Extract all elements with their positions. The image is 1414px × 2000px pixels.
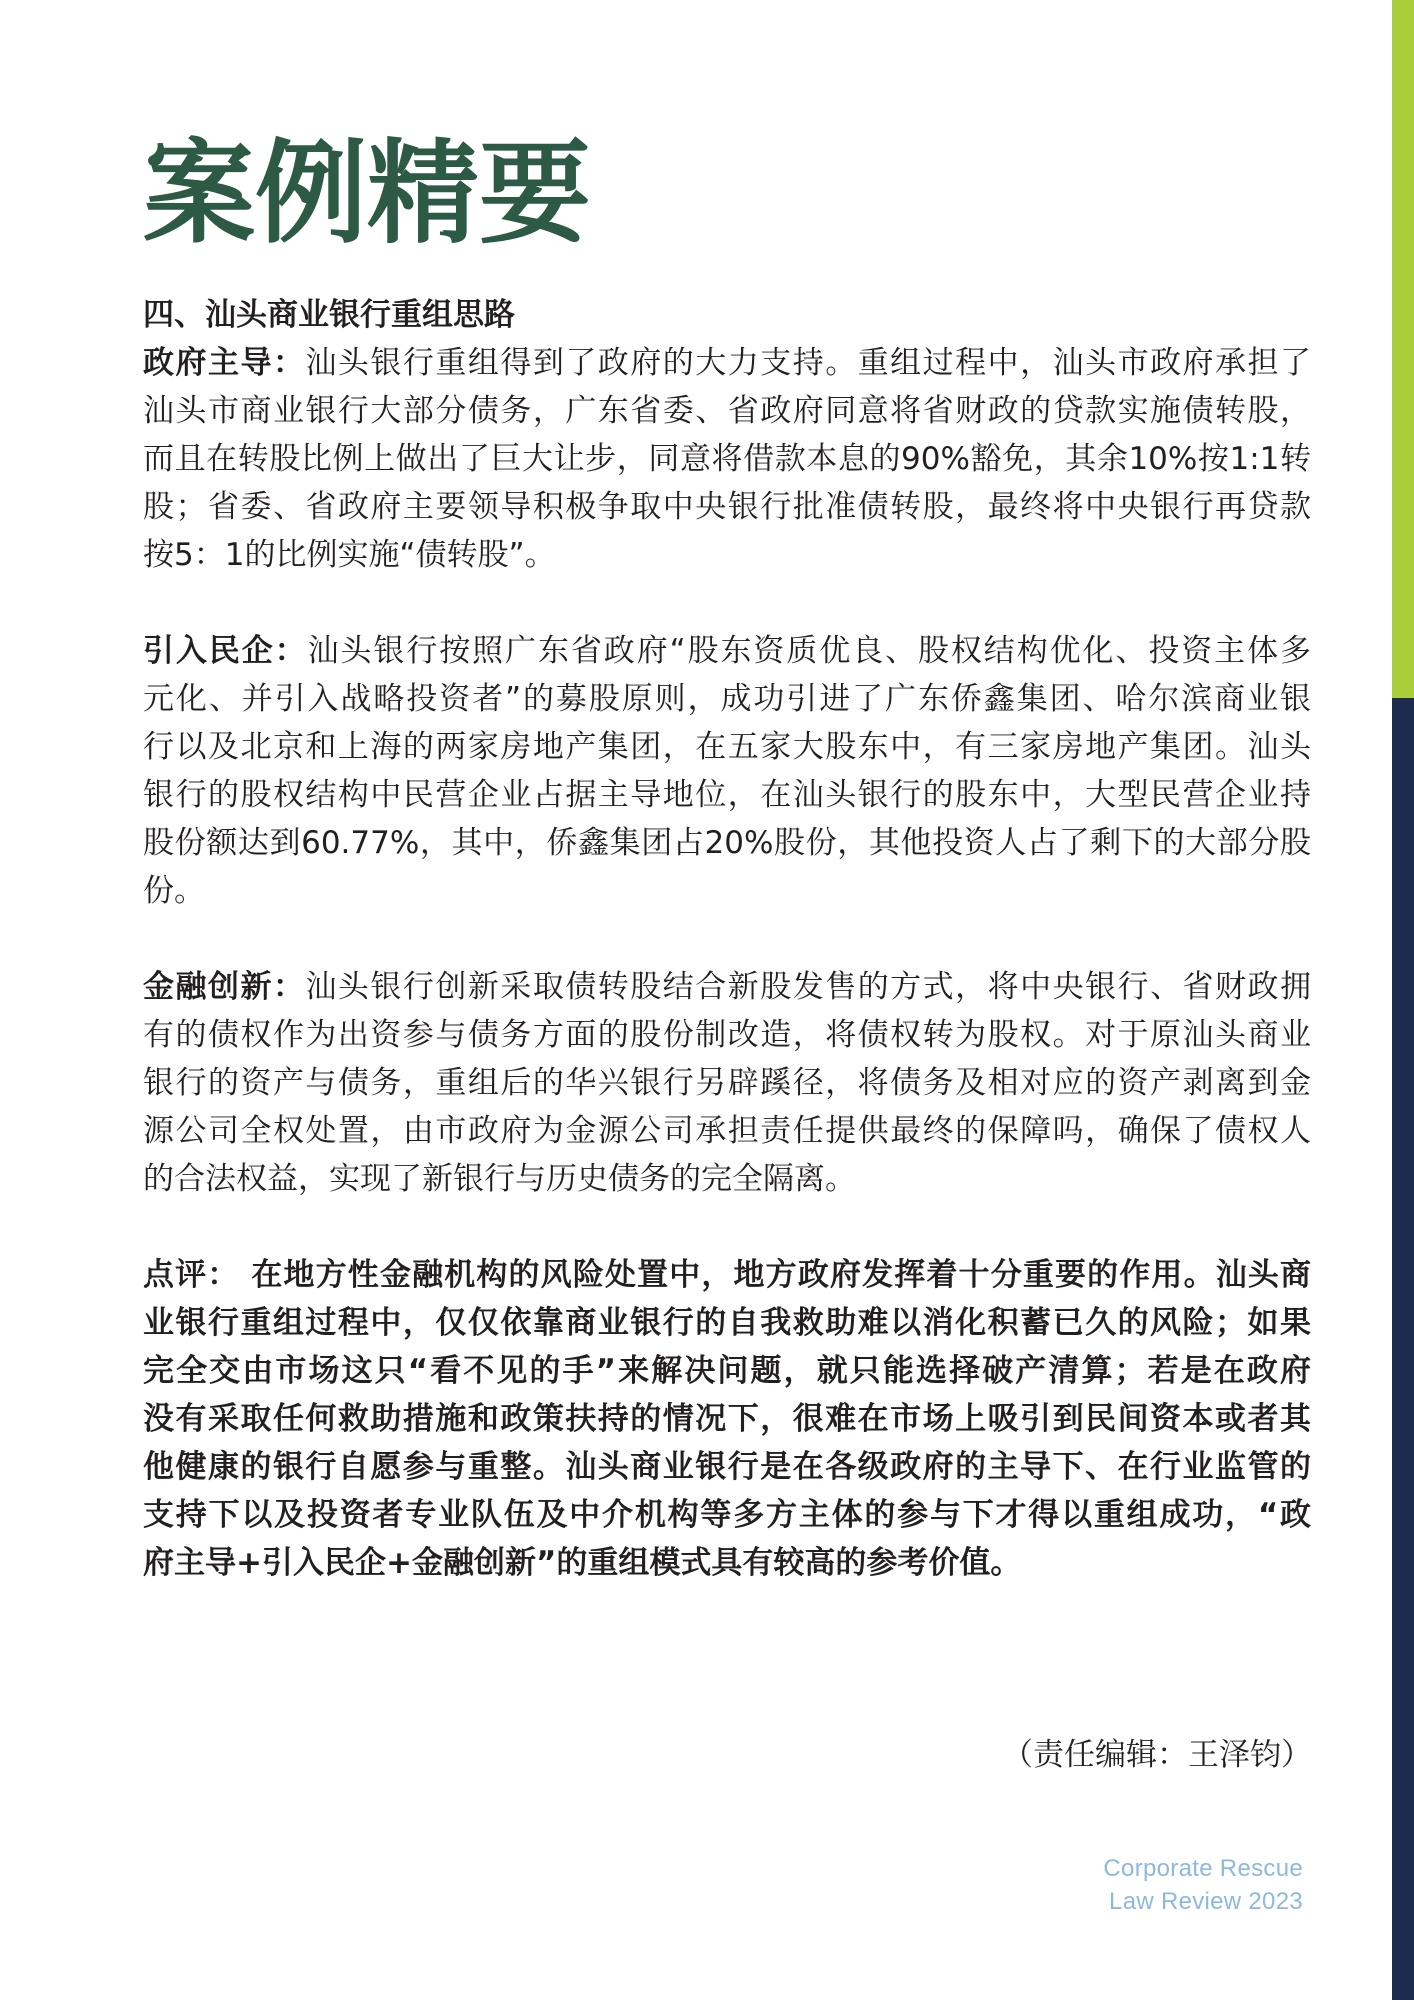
commentary-label: 点评：: [143, 1257, 240, 1293]
page-title: 案例精要: [143, 129, 591, 259]
paragraph-line: 按5：1的比例实施“债转股”。: [143, 537, 556, 573]
paragraph-line: 有的债权作为出资参与债务方面的股份制改造，将债权转为股权。对于原汕头商业: [143, 1017, 1311, 1053]
paragraph-line: 银行的资产与债务，重组后的华兴银行另辟蹊径，将债务及相对应的资产剥离到金: [143, 1065, 1311, 1101]
paragraph-label: 政府主导：: [143, 345, 306, 381]
paragraph-line: 份。: [143, 873, 205, 909]
paragraph-line: 汕头市商业银行大部分债务，广东省委、省政府同意将省财政的贷款实施债转股，: [143, 393, 1311, 429]
paragraph-line: 银行的股权结构中民营企业占据主导地位，在汕头银行的股东中，大型民营企业持: [143, 777, 1311, 813]
paragraph-line: [143, 627, 1311, 675]
side-accent-bar-green: [1392, 0, 1414, 698]
side-accent-bar-navy: [1392, 698, 1414, 2000]
commentary-line: 业银行重组过程中，仅仅依靠商业银行的自我救助难以消化积蓄已久的风险；如果: [143, 1305, 1311, 1341]
footer-line-1: Corporate Rescue: [1103, 1855, 1303, 1882]
paragraph-line: 行以及北京和上海的两家房地产集团，在五家大股东中，有三家房地产集团。汕头: [143, 729, 1311, 765]
paragraph-spacer: [143, 915, 1311, 963]
paragraph-line: 元化、并引入战略投资者”的募股原则，成功引进了广东侨鑫集团、哈尔滨商业银: [143, 681, 1311, 717]
commentary-text: 在地方性金融机构的风险处置中，地方政府发挥着十分重要的作用。汕头商: [239, 1257, 1311, 1293]
paragraph-label: 引入民企：: [143, 633, 308, 669]
paragraph-line: [143, 339, 1311, 387]
paragraph-line: 股份额达到60.77%，其中，侨鑫集团占20%股份，其他投资人占了剩下的大部分股: [143, 825, 1311, 861]
paragraph-line: 股；省委、省政府主要领导积极争取中央银行批准债转股，最终将中央银行再贷款: [143, 489, 1311, 525]
commentary-line: 府主导+引入民企+金融创新”的重组模式具有较高的参考价值。: [143, 1545, 1022, 1581]
paragraph-line: 源公司全权处置，由市政府为金源公司承担责任提供最终的保障吗，确保了债权人: [143, 1113, 1311, 1149]
paragraph-text: 汕头银行重组得到了政府的大力支持。重组过程中，汕头市政府承担了: [305, 345, 1312, 381]
paragraph-line: 而且在转股比例上做出了巨大让步，同意将借款本息的90%豁免，其余10%按1:1转: [143, 441, 1311, 477]
paragraph-line: 的合法权益，实现了新银行与历史债务的完全隔离。: [143, 1161, 856, 1197]
footer-line-2: Law Review 2023: [1109, 1888, 1303, 1915]
commentary-line: 支持下以及投资者专业队伍及中介机构等多方主体的参与下才得以重组成功，“政: [143, 1497, 1311, 1533]
commentary-line: 他健康的银行自愿参与重整。汕头商业银行是在各级政府的主导下、在行业监管的: [143, 1449, 1311, 1485]
commentary-line: 没有采取任何救助措施和政策扶持的情况下，很难在市场上吸引到民间资本或者其: [143, 1401, 1311, 1437]
commentary-line: 完全交由市场这只“看不见的手”来解决问题，就只能选择破产清算；若是在政府: [143, 1353, 1311, 1389]
paragraph-text: 汕头银行创新采取债转股结合新股发售的方式，将中央银行、省财政拥: [305, 969, 1312, 1005]
section-heading: 四、汕头商业银行重组思路: [143, 297, 515, 333]
article-body: [143, 291, 1311, 1587]
paragraph-text: 汕头银行按照广东省政府“股东资质优良、股权结构优化、投资主体多: [307, 633, 1311, 669]
paragraph-spacer: [143, 579, 1311, 627]
commentary-line: [143, 1251, 1311, 1299]
paragraph-line: [143, 963, 1311, 1011]
publication-footer: [1103, 1852, 1303, 1918]
paragraph-spacer: [143, 1203, 1311, 1251]
editor-credit: （责任编辑：王泽钧）: [1002, 1737, 1312, 1773]
paragraph-label: 金融创新：: [143, 969, 306, 1005]
